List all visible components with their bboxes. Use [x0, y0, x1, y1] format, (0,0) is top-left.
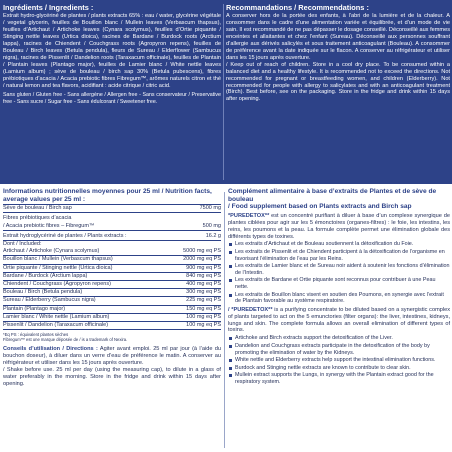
nutrition-row: [3, 322, 221, 330]
nutrition-label: Lamier blanc / White nettle (Lamium album): [3, 313, 110, 320]
nutrition-label: Bardane / Burdock (Arctium lappa): [3, 272, 88, 279]
nutrition-row: [3, 281, 221, 289]
nutrition-label: Dont / Included:: [3, 241, 42, 247]
supplement-description-en: is a purifying concentrate to be diluted based on a synergistic complex of plants targeted to act on the 5 emunctories (filter organs): the liver, intestines, kidneys, lungs and skin. The complete formula allows an overall elimination of different types of toxins.: [228, 306, 450, 334]
nutrition-label: Sureau / Elderberry (Sambucus nigra): [3, 297, 96, 304]
recommendations-text-fr: A conserver hors de la portée des enfants, à l’abri de la lumière et de la chaleur. A consommer dans le cadre d’une alimentation variée et équilibrée, et d’un mode de vie sain. Il est recommandé de ne pas dépasser le dosage conseillé. Déconseillé aux femmes enceintes et allaitantes et chez l’enfant (Sureau). Déconseillé aux personnes souffrant d’allergie aux dérivés salicylés et sous traitement anticoagulant (Bouleau). A consommer de préférence avant la date indiquée sur le flacon. A conserver au réfrigérateur et utiliser dans les 15 jours après ouverture.: [226, 13, 450, 61]
nutrition-row: [3, 256, 221, 264]
nutrition-row: [3, 241, 221, 248]
supplement-bullets-en: [228, 335, 450, 385]
nutrition-usage-section: [3, 188, 221, 388]
nutrition-value: 16.2 g: [205, 232, 221, 239]
nutrition-label: Artichaut / Artichoke (Cynara scolymus): [3, 248, 100, 255]
list-item: Burdock and Stinging nettle extracts are known to contribute to clear skin.: [228, 365, 450, 372]
recommendations-text-en: / Keep out of reach of children. Store in a cool dry place. To be consumed within a balanced diet and a healthy lifestyle. It is recommended not to exceed the directions. Not recommended for pregnant or breastfeeding women, and children (Elderberry). Not recommended for people with allergy to salicylates and with an anticoagulant treatment (Birch). Best before, see on the packaging. Store in the fridge and drink within 15 days after opening.: [226, 61, 450, 103]
supplement-heading-en: / Food supplement based on Plants extracts and Birch sap: [228, 203, 412, 211]
nutrition-row: [3, 215, 221, 222]
nutrition-value: 7500 mg: [199, 205, 221, 212]
nutrition-row: [3, 314, 221, 322]
nutrition-value: 2000 mg eq PS: [183, 256, 221, 263]
nutrition-value: 840 mg eq PS: [186, 272, 221, 279]
list-item: Les extraits de Lamier blanc et de Sureau noir aident à soutenir les fonctions d’élimination de l’Intestin.: [228, 263, 450, 276]
nutrition-row: [3, 297, 221, 305]
nutrition-row: [3, 265, 221, 273]
nutrition-heading: Informations nutritionnelles moyennes pour 25 ml / Nutrition facts, average values per 25 ml :: [3, 188, 212, 203]
usage-heading: Conseils d’utilisation / Directions :: [3, 346, 98, 353]
nutrition-value: 100 mg eq PS: [186, 322, 221, 329]
nutrition-row: [3, 205, 221, 213]
supplement-heading-fr: Complément alimentaire à base d’extraits de Plantes et de sève de bouleau: [228, 188, 437, 203]
nutrition-row: [3, 306, 221, 314]
nutrition-label: / Acacia prebiotic fibres – Fibregum™: [3, 222, 95, 229]
list-item: Les extraits d’Artichaut et de Bouleau soutiennent la détoxification du Foie.: [228, 241, 450, 248]
nutrition-row: [3, 289, 221, 297]
list-item: Les extraits de Bouillon blanc visent en soutien des Poumons, en synergie avec l’extrait de Plantain favorable au système respiratoire.: [228, 292, 450, 305]
list-item: Les extraits de Pissenlit et de Chiendent participent à la détoxification de l’organisme en favorisant l’élimination de l’eau par les Reins.: [228, 249, 450, 262]
nutrition-value: 5000 mg eq PS: [183, 248, 221, 255]
ingredients-heading: Ingrédients / Ingredients :: [3, 3, 94, 12]
ingredients-text: Extrait hydro-glycériné de plantes / plants extracts 65% : eau / water, glycérine végétale / vegetal glycerin, feuilles de Bouillon blanc / Mullein leaves (Verbascum thapsus), feuilles d’Artichaut / Artichoke leaves (Cynara scolymus), feuilles d’Ortie piquante / Stinging nettle leaves (Urtica dioica), racines de Bardane / Burdock roots (Arctium lappa), racines de Chiendent / Couchgrass roots (Agropyron repens), feuilles de Bouleau / Birch leaves (Betula pendula), fleurs de Sureau / Elderflower (Sambucus nigra), racines de Pissenlit / Dandelion roots (Taraxacum officinale), feuilles de Plantain / Plantain leaves (Plantago major), feuilles de Lamier blanc / White nettle leaves (Lamium album) ; sève de bouleau / birch sap 30% (Betula pubescens), fibres prébiotiques d’acacia / Acacia prebiotic fibres Fibregum™, arômes naturels citron et thé / natural lemon and tea flavors, acidifiant : acide citrique / citric acid.: [3, 13, 221, 89]
nutrition-label: Sève de bouleau / Birch sap: [3, 205, 72, 212]
supplement-section: [228, 188, 450, 387]
usage-text-en: / Shake before use. 25 ml per day (using the measuring cap), to dilute in a glass of water preferably in the morning. Store in the fridge and drink within 15 days after opening.: [3, 366, 221, 387]
nutrition-row: [3, 248, 221, 256]
nutrition-value: 300 mg eq PS: [186, 289, 221, 296]
allergens-text: Sans gluten / Gluten free - Sans allergène / Allergen free - Sans conservateur / Preservative free - Sans sucre / Sugar free - Sans édulcorant / Sweetener free.: [3, 92, 221, 105]
nutrition-value: 400 mg eq PS: [186, 281, 221, 288]
nutrition-value: 500 mg: [202, 222, 221, 229]
list-item: Mullein extract supports the Lungs, in synergy with the Plantain extract good for the respiratory system.: [228, 372, 450, 385]
nutrition-row: [3, 273, 221, 281]
nutrition-note-dry-plants: *Eq PS : équivalent plantes sèches: [3, 332, 69, 338]
nutrition-value: 100 mg eq PS: [186, 313, 221, 320]
supplement-text-en: [228, 307, 450, 335]
recommendations-heading: Recommandations / Recommendations :: [226, 3, 369, 12]
nutrition-label: Ortie piquante / Stinging nettle (Urtica dioica): [3, 264, 113, 271]
nutrition-row: [3, 223, 221, 231]
nutrition-row: [3, 233, 221, 241]
recommendations-section: [226, 0, 450, 103]
nutrition-label: Pissenlit / Dandelion (Taraxacum officinale): [3, 322, 109, 329]
brand-name: / *PUREDETOX**: [228, 306, 273, 313]
nutrition-value: 225 mg eq PS: [186, 297, 221, 304]
nutrition-label: Plantain (Plantago major): [3, 305, 66, 312]
supplement-text-fr: [228, 213, 450, 241]
usage-section: [3, 346, 221, 387]
nutrition-value: 900 mg eq PS: [186, 264, 221, 271]
list-item: White nettle and Elderberry extracts help support the intestinal elimination functions.: [228, 357, 450, 364]
ingredients-recommendations-band: [0, 0, 452, 184]
bottom-divider: [224, 192, 225, 448]
list-item: Artichoke and Birch extracts support the detoxification of the Liver.: [228, 335, 450, 342]
nutrition-label: Bouillon blanc / Mullein (Verbascum thapsus): [3, 256, 113, 263]
nutrition-label: Bouleau / Birch (Betula pendula): [3, 289, 83, 296]
nutrition-table: [3, 205, 221, 330]
nutrition-note-trademark: Fibregum™ est une marque déposée de / is a trademark of Nexira.: [3, 337, 128, 343]
usage-text: Agiter avant emploi. 25 ml par jour (à l’aide du bouchon doseur), à diluer dans un verre d’eau de préférence le matin. A conserver au réfrigérateur et utiliser dans les 15 jours après ouverture.: [3, 346, 221, 367]
list-item: Dandelion and Couchgrass extracts participate in the detoxification of the body by promoting the elimination of water by the Kidneys.: [228, 343, 450, 356]
supplement-description-fr: est un concentré purifiant à diluer à base d’un complexe synergique de plantes ciblées pour agir sur les 5 émonctoires (organes-filtres) : le foie, les intestins, les reins, les poumons et la peau. La formule complète permet une élimination globale des différents types de toxines.: [228, 212, 450, 240]
supplement-bullets-fr: [228, 241, 450, 304]
nutrition-label: Chiendent / Couchgrass (Agropyron repens): [3, 281, 111, 288]
list-item: Les extraits de Bardane et Ortie piquante sont reconnus pour contribuer à une Peau nette.: [228, 277, 450, 290]
ingredients-section: [3, 0, 221, 105]
nutrition-label: Fibres prébiotiques d’acacia: [3, 215, 72, 222]
nutrition-label: Extrait hydroglycériné de plantes / Plants extracts :: [3, 232, 127, 239]
top-divider: [223, 4, 224, 180]
brand-name: *PUREDETOX**: [228, 212, 270, 219]
nutrition-value: 150 mg eq PS: [186, 305, 221, 312]
usage-text-fr: [3, 346, 221, 367]
